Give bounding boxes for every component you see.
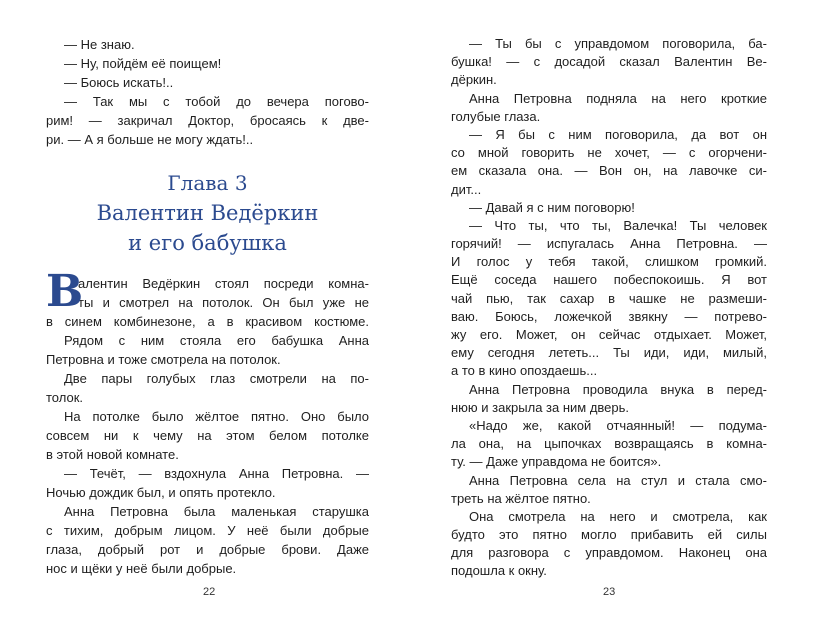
text-line: — Ты бы с управдомом поговорила, ба- <box>469 36 767 51</box>
page-number-right: 23 <box>603 586 616 598</box>
text-line: треть на жёлтое пятно. <box>451 490 591 506</box>
text-line: ла она, на цыпочках возвращаясь в комна- <box>451 436 767 452</box>
text-line: Анна Петровна села на стул и стала смо- <box>469 472 767 488</box>
chapter-title-line: и его бабушка <box>128 231 287 255</box>
text-line: дит... <box>451 181 482 197</box>
chapter-number: Глава 3 <box>167 171 248 195</box>
text-line: На потолке было жёлтое пятно. Оно было <box>64 409 369 424</box>
text-line: со мной говорить не хочет, — с огорчени- <box>451 145 767 161</box>
text-line: глаза, добрый рот и добрые брови. Даже <box>46 542 369 557</box>
chapter-title-line: Валентин Ведёркин <box>96 201 319 225</box>
text-line: подошла к окну. <box>451 563 547 579</box>
text-line: — Течёт, — вздохнула Анна Петровна. — <box>64 466 369 481</box>
text-line: толок. <box>46 390 84 405</box>
paragraph <box>46 407 369 464</box>
paragraph <box>451 472 767 508</box>
text-line: Анна Петровна проводила внука в перед- <box>469 381 767 397</box>
text-line: нюю и закрыла за ним дверь. <box>451 399 630 415</box>
text-line: бушка! — с досадой сказал Валентин Ве- <box>451 54 767 70</box>
text-line: Она смотрела на него и смотрела, как <box>469 508 767 524</box>
drop-cap: В <box>46 266 84 317</box>
paragraph <box>46 35 369 54</box>
text-line: — Что ты, что ты, Валечка! Ты человек <box>469 217 767 233</box>
paragraph <box>46 73 369 92</box>
page-number-left: 22 <box>203 586 216 598</box>
text-line: — Боюсь искать!.. <box>64 74 174 90</box>
text-line: с тихим, добрым лицом. У неё были добрые <box>46 523 369 538</box>
text-line: ваю. Боюсь, ложечкой звякну — потрево- <box>451 308 767 324</box>
paragraph <box>46 331 369 369</box>
paragraph <box>46 464 369 502</box>
text-line: Ночью дождик был, и опять протекло. <box>46 485 276 500</box>
text-line: Анна Петровна была маленькая старушка <box>64 504 369 519</box>
text-line: — Ну, пойдём её поищем! <box>64 55 222 71</box>
text-line: совсем ни к чему на этом белом потолке <box>46 428 369 443</box>
text-line: Ещё соседа нашего побеспокоишь. Я вот <box>451 272 767 288</box>
text-line: нос и щёки у неё были добрые. <box>46 561 237 576</box>
text-line: Петровна и тоже смотрела на потолок. <box>46 352 281 367</box>
paragraph <box>451 126 767 199</box>
text-line: в синем комбинезоне, а в красивом костюме. <box>46 314 369 329</box>
paragraph <box>451 90 767 126</box>
text-line: — Давай я с ним поговорю! <box>469 199 635 215</box>
text-line: алентин Ведёркин стоял посреди комна- <box>78 276 369 291</box>
text-line: жу его. Может, он сейчас отдыхает. Может, <box>451 327 767 342</box>
paragraph <box>46 502 369 578</box>
text-line: дёркин. <box>451 72 497 88</box>
text-line: — Так мы с тобой до вечера погово- <box>64 93 369 109</box>
text-line: для разговора с управдомом. Наконец она <box>451 545 767 561</box>
text-line: «Надо же, какой отчаянный! — подума- <box>469 417 767 433</box>
text-line: И голос у тебя такой, слишком громкий. <box>451 254 767 270</box>
paragraph <box>46 54 369 73</box>
text-line: Рядом с ним стояла его бабушка Анна <box>64 333 369 348</box>
paragraph <box>451 508 767 581</box>
text-line: рим! — закричал Доктор, бросаясь к две- <box>46 112 369 128</box>
text-line: горячий! — испугалась Анна Петровна. — <box>451 236 767 252</box>
paragraph <box>451 35 767 90</box>
text-line: Две пары голубых глаз смотрели на по- <box>64 371 369 386</box>
left-page <box>46 35 369 579</box>
paragraph <box>451 417 767 472</box>
text-line: ри. — А я больше не могу ждать!.. <box>46 131 254 147</box>
paragraph <box>46 266 369 331</box>
chapter-heading <box>46 168 369 258</box>
text-line: ту. — Даже управдома не боится». <box>451 454 662 470</box>
text-line: а то в кино опоздаешь... <box>451 363 598 379</box>
text-line: чай пью, так сахар в чашке не размеши- <box>451 290 767 306</box>
text-line: — Я бы с ним поговорила, да вот он <box>469 126 767 142</box>
text-line: ему сегодня лететь... Ты иди, иди, милый, <box>451 345 767 361</box>
text-line: — Не знаю. <box>64 36 135 52</box>
text-line: будто это пятно могло прибавить ей силы <box>451 527 767 543</box>
paragraph <box>451 199 767 217</box>
paragraph <box>451 217 767 381</box>
paragraph <box>451 381 767 417</box>
right-page <box>451 35 767 581</box>
paragraph <box>46 369 369 407</box>
paragraph <box>46 92 369 149</box>
text-line: ем сказала она. — Вон он, на лавочке си- <box>451 163 767 179</box>
text-line: в этой новой комнате. <box>46 447 179 462</box>
text-line: голубые глаза. <box>451 108 541 124</box>
text-line: Анна Петровна подняла на него кроткие <box>469 90 767 106</box>
text-line: ты и смотрел на потолок. Он был уже не <box>78 295 369 310</box>
